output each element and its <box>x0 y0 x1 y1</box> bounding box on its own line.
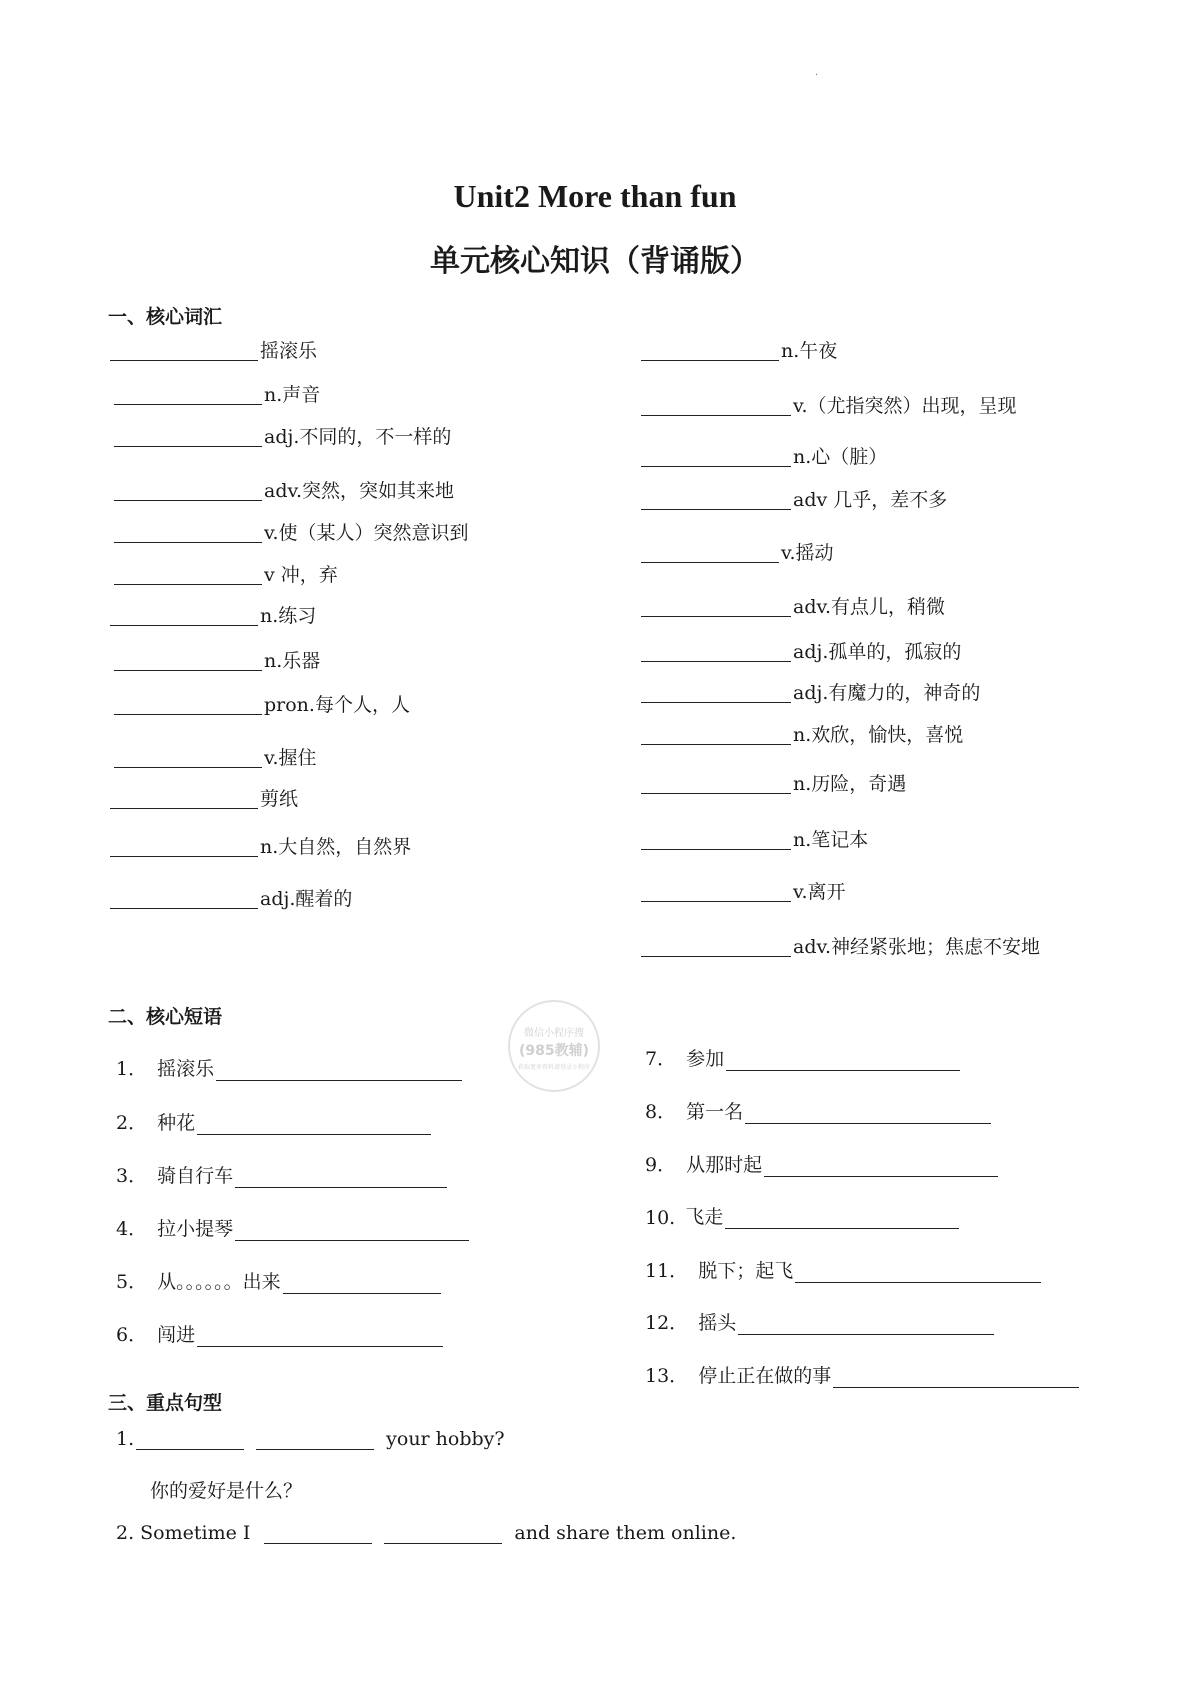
vocab-meaning: adj.孤单的，孤寂的 <box>793 641 962 663</box>
vocab-meaning: n.乐器 <box>264 650 321 672</box>
vocab-item-right <box>641 397 1017 416</box>
phrase-number: 4． <box>116 1218 148 1240</box>
phrase-blank[interactable] <box>197 1346 443 1347</box>
phrase-number: 10. <box>645 1207 676 1229</box>
vocab-item-right <box>641 491 947 510</box>
vocab-blank[interactable] <box>110 856 258 857</box>
vocab-meaning: adj.不同的，不一样的 <box>264 426 452 448</box>
section-sentences-heading: 三、重点句型 <box>108 1392 223 1414</box>
phrase-item-right <box>645 1097 993 1124</box>
phrase-item-right <box>645 1044 962 1071</box>
vocab-blank[interactable] <box>641 360 779 361</box>
phrase-blank[interactable] <box>738 1334 994 1335</box>
vocab-meaning: n.大自然，自然界 <box>260 836 412 858</box>
vocab-item-left <box>114 386 320 405</box>
vocab-item-right <box>641 544 834 563</box>
sentence-2-blank-2[interactable] <box>384 1543 502 1544</box>
vocab-blank[interactable] <box>114 446 262 447</box>
phrase-number: 8． <box>645 1101 677 1123</box>
vocab-meaning: n.午夜 <box>781 340 838 362</box>
phrase-item-left <box>116 1214 471 1241</box>
vocab-item-right <box>641 775 906 794</box>
sentence-1-translation: 你的爱好是什么？ <box>150 1480 303 1502</box>
vocab-meaning: 剪纸 <box>260 788 299 810</box>
vocab-meaning: v.握住 <box>264 747 317 769</box>
phrase-item-left <box>116 1320 445 1347</box>
vocab-blank[interactable] <box>641 702 791 703</box>
phrase-blank[interactable] <box>726 1070 960 1071</box>
page-title: Unit2 More than fun <box>453 178 737 214</box>
vocab-meaning: adj.有魔力的，神奇的 <box>793 682 981 704</box>
vocab-item-right <box>641 883 846 902</box>
phrase-blank[interactable] <box>833 1387 1079 1388</box>
phrase-blank[interactable] <box>745 1123 991 1124</box>
phrase-item-right <box>645 1361 1081 1388</box>
vocab-meaning: n.练习 <box>260 605 317 627</box>
sentence-1-blank-2[interactable] <box>256 1449 374 1450</box>
phrase-number: 2． <box>116 1112 148 1134</box>
vocab-item-left <box>114 482 454 501</box>
vocab-blank[interactable] <box>641 661 791 662</box>
phrase-blank[interactable] <box>725 1228 959 1229</box>
phrase-text: 脱下；起飞 <box>698 1260 794 1282</box>
vocab-meaning: 摇滚乐 <box>260 340 318 362</box>
vocab-blank[interactable] <box>641 562 779 563</box>
vocab-blank[interactable] <box>110 808 258 809</box>
vocab-meaning: v.摇动 <box>781 542 834 564</box>
vocab-blank[interactable] <box>641 901 791 902</box>
phrase-text: 摇头 <box>698 1312 737 1334</box>
vocab-meaning: v 冲，弃 <box>264 564 338 586</box>
phrase-item-right <box>645 1150 1000 1177</box>
phrase-number: 9． <box>645 1154 677 1176</box>
vocab-item-right <box>641 684 980 703</box>
vocab-blank[interactable] <box>641 956 791 957</box>
phrase-item-left <box>116 1161 449 1188</box>
vocab-meaning: adv.突然，突如其来地 <box>264 480 455 502</box>
phrase-number: 7． <box>645 1048 677 1070</box>
phrase-text: 摇滚乐 <box>157 1058 215 1080</box>
phrase-text: 从那时起 <box>686 1154 763 1176</box>
phrase-text: 拉小提琴 <box>157 1218 234 1240</box>
phrase-text: 闯进 <box>157 1324 196 1346</box>
vocab-blank[interactable] <box>114 542 262 543</box>
vocab-item-left <box>114 428 451 447</box>
watermark-stamp: 微信小程序搜 (985教辅) 获取更多资料请登录小程序 <box>508 1000 600 1092</box>
vocab-item-left <box>114 524 469 543</box>
vocab-blank[interactable] <box>110 625 258 626</box>
phrase-number: 12． <box>645 1312 689 1334</box>
vocab-meaning: n.声音 <box>264 384 321 406</box>
phrase-text: 骑自行车 <box>157 1165 234 1187</box>
vocab-meaning: n.历险，奇遇 <box>793 773 907 795</box>
sentence-2-tail: and share them online. <box>514 1522 737 1544</box>
vocab-item-left <box>114 749 317 768</box>
page-mark: · <box>815 70 819 81</box>
phrase-number: 13． <box>645 1365 689 1387</box>
phrase-text: 停止正在做的事 <box>698 1365 832 1387</box>
phrase-blank[interactable] <box>235 1240 469 1241</box>
vocab-item-left <box>110 790 298 809</box>
phrase-item-right <box>645 1256 1043 1283</box>
phrase-text: 种花 <box>157 1112 196 1134</box>
phrase-number: 1． <box>116 1058 148 1080</box>
vocab-item-right <box>641 726 963 745</box>
phrase-text: 第一名 <box>686 1101 744 1123</box>
phrase-blank[interactable] <box>764 1176 998 1177</box>
phrase-number: 6． <box>116 1324 148 1346</box>
vocab-meaning: n.心（脏） <box>793 446 888 468</box>
phrase-item-left <box>116 1108 433 1135</box>
phrase-blank[interactable] <box>216 1080 462 1081</box>
vocab-item-left <box>114 566 338 585</box>
vocab-item-left <box>110 342 317 361</box>
phrase-number: 11． <box>645 1260 689 1282</box>
vocab-blank[interactable] <box>641 509 791 510</box>
vocab-blank[interactable] <box>110 908 258 909</box>
vocab-item-right <box>641 938 1040 957</box>
vocab-blank[interactable] <box>114 500 262 501</box>
vocab-blank[interactable] <box>114 404 262 405</box>
vocab-meaning: adv.神经紧张地；焦虑不安地 <box>793 936 1041 958</box>
phrase-number: 3． <box>116 1165 148 1187</box>
sentence-1 <box>116 1428 505 1450</box>
sentence-2 <box>116 1522 736 1544</box>
vocab-item-left <box>114 652 320 671</box>
vocab-blank[interactable] <box>641 744 791 745</box>
vocab-blank[interactable] <box>641 793 791 794</box>
sentence-1-blank-1[interactable] <box>136 1449 244 1450</box>
sentence-1-tail: your hobby? <box>386 1428 505 1450</box>
vocab-meaning: adj.醒着的 <box>260 888 353 910</box>
sentence-2-head: 2. Sometime I <box>116 1522 251 1544</box>
vocab-blank[interactable] <box>114 584 262 585</box>
vocab-item-left <box>110 607 316 626</box>
vocab-blank[interactable] <box>114 714 262 715</box>
vocab-meaning: v.离开 <box>793 881 846 903</box>
section-phrases-heading: 二、核心短语 <box>108 1006 223 1028</box>
phrase-text: 飞走 <box>685 1206 724 1228</box>
page-subtitle: 单元核心知识（背诵版） <box>430 244 760 279</box>
vocab-meaning: v.使（某人）突然意识到 <box>264 522 469 544</box>
vocab-meaning: v.（尤指突然）出现，呈现 <box>793 395 1017 417</box>
vocab-item-left <box>110 890 352 909</box>
sentence-1-number: 1. <box>116 1428 135 1450</box>
phrase-item-right <box>645 1202 961 1229</box>
vocab-meaning: adv.有点儿，稍微 <box>793 596 946 618</box>
vocab-item-right <box>641 643 961 662</box>
phrase-blank[interactable] <box>235 1187 447 1188</box>
phrase-item-left <box>116 1054 464 1081</box>
vocab-blank[interactable] <box>110 360 258 361</box>
vocab-meaning: adv 几乎，差不多 <box>793 489 948 511</box>
vocab-blank[interactable] <box>641 466 791 467</box>
vocab-meaning: n.笔记本 <box>793 829 869 851</box>
vocab-item-right <box>641 598 945 617</box>
vocab-blank[interactable] <box>641 849 791 850</box>
vocab-item-right <box>641 831 868 850</box>
vocab-item-right <box>641 448 887 467</box>
section-vocab-heading: 一、核心词汇 <box>108 306 223 328</box>
vocab-item-left <box>114 696 410 715</box>
vocab-blank[interactable] <box>114 767 262 768</box>
phrase-number: 5． <box>116 1271 148 1293</box>
phrase-item-right <box>645 1308 996 1335</box>
phrase-text: 从。。。。。。出来 <box>157 1271 281 1293</box>
vocab-meaning: pron.每个人，人 <box>264 694 410 716</box>
vocab-item-right <box>641 342 837 361</box>
vocab-meaning: n.欢欣，愉快，喜悦 <box>793 724 964 746</box>
vocab-item-left <box>110 838 411 857</box>
phrase-item-left <box>116 1267 443 1294</box>
phrase-blank[interactable] <box>197 1134 431 1135</box>
phrase-blank[interactable] <box>795 1282 1041 1283</box>
vocab-blank[interactable] <box>114 670 262 671</box>
phrase-blank[interactable] <box>283 1293 441 1294</box>
phrase-text: 参加 <box>686 1048 725 1070</box>
vocab-blank[interactable] <box>641 415 791 416</box>
sentence-2-blank-1[interactable] <box>264 1543 372 1544</box>
vocab-blank[interactable] <box>641 616 791 617</box>
